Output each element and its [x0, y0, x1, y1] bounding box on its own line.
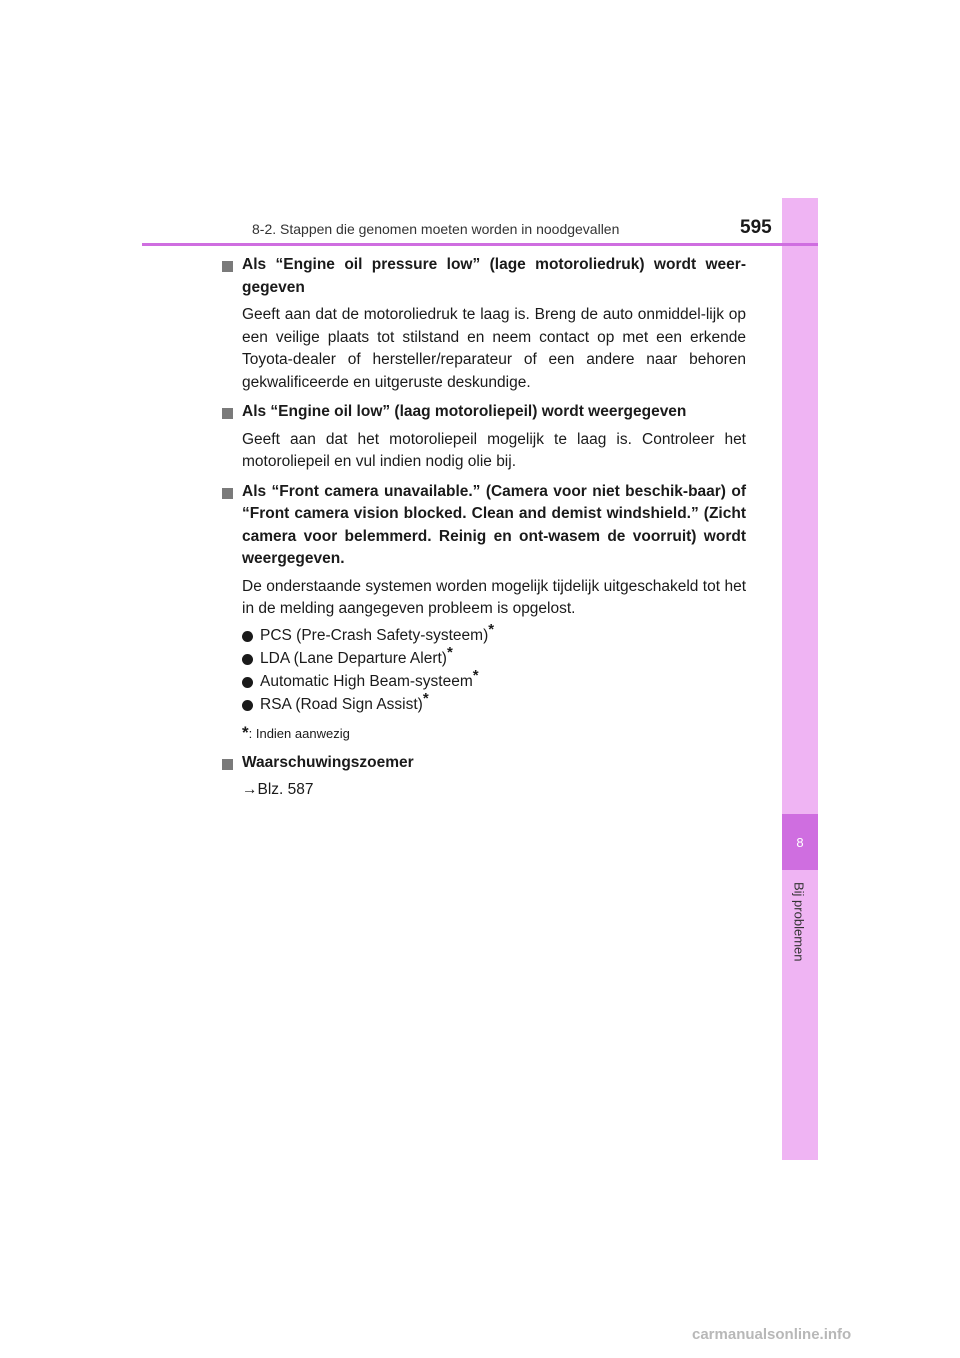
list-item-text: PCS (Pre-Crash Safety-systeem)	[260, 626, 489, 644]
square-bullet-icon	[222, 759, 233, 770]
header-section-title: 8-2. Stappen die genomen moeten worden in noodgevallen	[252, 221, 620, 237]
list-item-text: RSA (Road Sign Assist)	[260, 695, 423, 713]
section-body: Geeft aan dat de motoroliedruk te laag is. Breng de auto onmiddel-lijk op een veilige plaats tot stilstand en neem contact op met een erkende Toyota-dealer of hersteller/reparateur of een andere naar behoren gekwalificeerde en uitgeruste deskundige.	[242, 306, 746, 391]
footnote-mark: *	[422, 689, 429, 707]
section-body: De onderstaande systemen worden mogelijk tijdelijk uitgeschakeld tot het in de melding aangegeven probleem is opgelost.	[242, 577, 746, 617]
section-warning-buzzer	[222, 752, 746, 802]
system-list	[242, 620, 746, 717]
section-title: Als “Engine oil low” (laag motoroliepeil) wordt weergegeven	[242, 403, 687, 420]
header-divider	[142, 243, 818, 246]
page-content	[222, 254, 746, 809]
footnote-star: *	[242, 722, 249, 742]
chapter-number-badge: 8	[782, 814, 818, 870]
list-item	[242, 689, 746, 717]
section-title: Als “Engine oil pressure low” (lage motoroliedruk) wordt weer-gegeven	[242, 256, 746, 296]
section-oil-low	[222, 401, 746, 474]
section-oil-pressure-low	[222, 254, 746, 394]
square-bullet-icon	[222, 261, 233, 272]
section-title: Waarschuwingszoemer	[242, 753, 414, 771]
footnote-mark: *	[488, 620, 495, 638]
round-bullet-icon	[242, 700, 253, 711]
watermark-text: carmanualsonline.info	[692, 1326, 852, 1343]
list-item	[242, 620, 746, 648]
list-item-text: LDA (Lane Departure Alert)	[260, 649, 447, 667]
section-title: Als “Front camera unavailable.” (Camera voor niet beschik-baar) of “Front camera vision blocked. Clean and demist windshield.” (Zicht camera voor belemmerd. Reinig en ont-wasem de voorruit) wordt weergegeven.	[242, 482, 746, 567]
section-front-camera	[222, 481, 746, 717]
square-bullet-icon	[222, 488, 233, 499]
round-bullet-icon	[242, 677, 253, 688]
chapter-side-tab	[782, 198, 818, 1160]
round-bullet-icon	[242, 631, 253, 642]
round-bullet-icon	[242, 654, 253, 665]
footnote-mark: *	[472, 666, 479, 684]
list-item	[242, 666, 746, 694]
list-item	[242, 643, 746, 671]
page-number: 595	[740, 217, 772, 238]
page-reference-link[interactable]: →Blz. 587	[242, 781, 314, 798]
footnote-mark: *	[446, 643, 453, 661]
section-body: Geeft aan dat het motoroliepeil mogelijk te laag is. Controleer het motoroliepeil en vul indien nodig olie bij.	[242, 430, 746, 470]
footnote-text: : Indien aanwezig	[248, 725, 350, 741]
chapter-label: Bij problemen	[791, 882, 807, 962]
footnote	[242, 724, 746, 743]
list-item-text: Automatic High Beam-systeem	[260, 672, 473, 690]
square-bullet-icon	[222, 408, 233, 419]
